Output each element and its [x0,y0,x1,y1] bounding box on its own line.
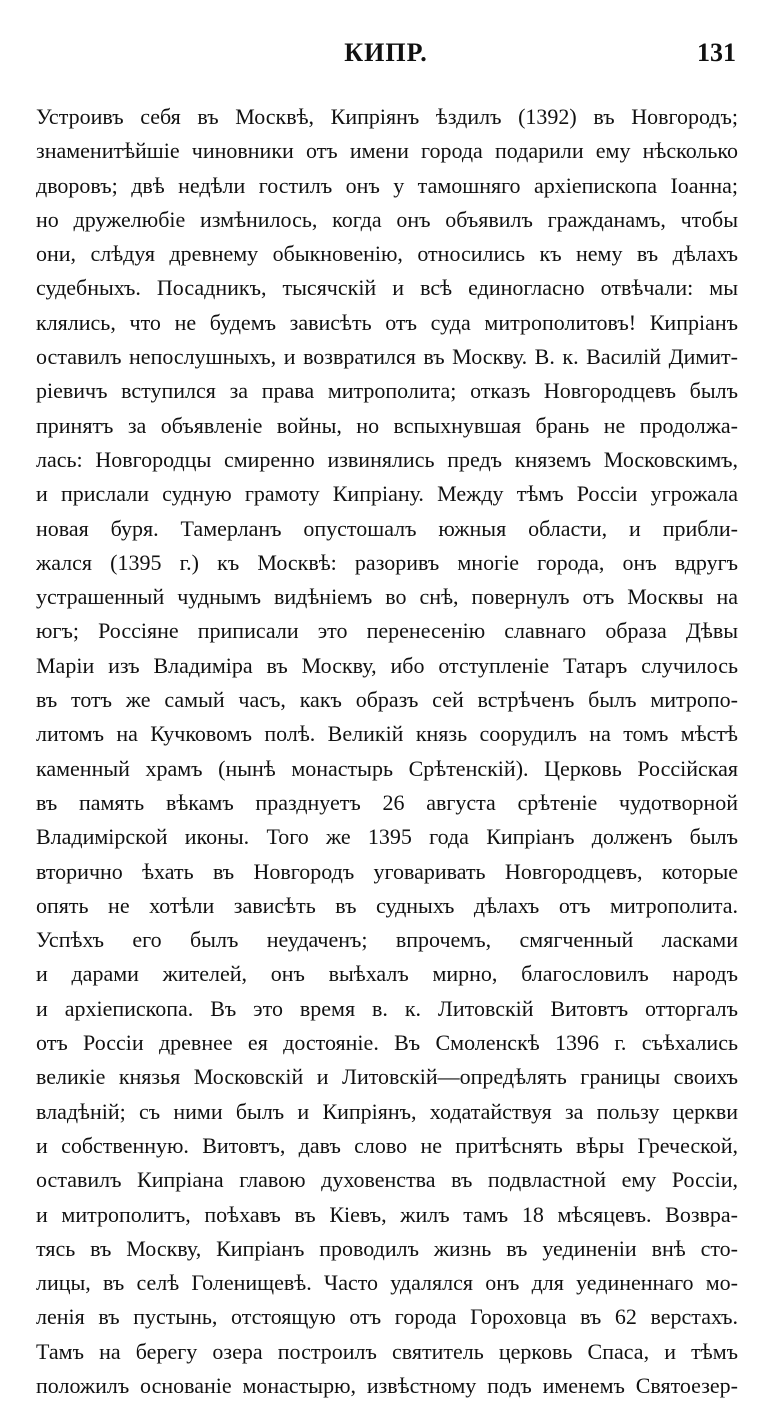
text-line: но дружелюбіе измѣнилось, когда онъ объявилъ гражданамъ, чтобы [36,206,738,232]
text-line: Маріи изъ Владиміра въ Москву, ибо отступленіе Татаръ случилось [36,652,738,678]
text-line: оставилъ непослушныхъ, и возвратился въ Москву. В. к. Василій Димит- [36,344,738,370]
text-line: вторично ѣхать въ Новгородъ уговаривать Новгородцевъ, которые [36,858,738,884]
text-line: положилъ основаніе монастырю, извѣстному подъ именемъ Святоезер- [36,1372,738,1398]
text-line: принятъ за объявленіе войны, но вспыхнувшая брань не продолжа- [36,412,738,438]
text-line: дворовъ; двѣ недѣли гостилъ онъ у тамошняго архіепископа Іоанна; [36,172,738,198]
text-line: ленія въ пустынь, отстоящую отъ города Гороховца въ 62 верстахъ. [36,1304,738,1330]
text-line: югъ; Россіяне приписали это перенесенію славнаго образа Дѣвы [36,618,738,644]
text-line: Успѣхъ его былъ неудаченъ; впрочемъ, смягченный ласками [36,927,738,953]
text-line: и собственную. Витовтъ, давъ слово не притѣснять вѣры Греческой, [36,1132,738,1158]
text-line: жался (1395 г.) къ Москвѣ: разоривъ многіе города, онъ вдругъ [36,549,738,575]
text-line: Владимірской иконы. Того же 1395 года Кипріанъ долженъ былъ [36,824,738,850]
text-line: въ тотъ же самый часъ, какъ образъ сей встрѣченъ былъ митропо- [36,687,738,713]
text-line: литомъ на Кучковомъ полѣ. Великій князь соорудилъ на томъ мѣстѣ [36,721,738,747]
running-title: КИПР. [344,38,428,67]
text-line: владѣній; съ ними былъ и Кипріянъ, ходатайствуя за пользу церкви [36,1098,738,1124]
text-line: тясь въ Москву, Кипріанъ проводилъ жизнь въ уединеніи внѣ сто- [36,1235,738,1261]
text-line: и архіепископа. Въ это время в. к. Литовскій Витовтъ отторгалъ [36,995,738,1021]
text-line: великіе князья Московскій и Литовскій—опредѣлять границы своихъ [36,1064,738,1090]
page-header [36,38,736,78]
text-line: Тамъ на берегу озера построилъ святитель церковь Спаса, и тѣмъ [36,1338,738,1364]
text-line: новая буря. Тамерланъ опустошалъ южныя области, и прибли- [36,515,738,541]
text-line: знаменитѣйшіе чиновники отъ имени города подарили ему нѣсколько [36,138,738,164]
text-line: лась: Новгородцы смиренно извинялись предъ княземъ Московскимъ, [36,446,738,472]
text-line: и прислали судную грамоту Кипріану. Между тѣмъ Россіи угрожала [36,481,738,507]
text-line: каменный храмъ (нынѣ монастырь Срѣтенскій). Церковь Россійская [36,755,738,781]
text-line: и дарами жителей, онъ выѣхалъ мирно, благословилъ народъ [36,961,738,987]
text-line: оставилъ Кипріана главою духовенства въ подвластной ему Россіи, [36,1167,738,1193]
text-line: ріевичъ вступился за права митрополита; отказъ Новгородцевъ былъ [36,378,738,404]
text-line: устрашенный чуднымъ видѣніемъ во снѣ, повернулъ отъ Москвы на [36,584,738,610]
text-line: они, слѣдуя древнему обыкновенію, относились къ нему въ дѣлахъ [36,241,738,267]
text-line: и митрополитъ, поѣхавъ въ Кіевъ, жилъ тамъ 18 мѣсяцевъ. Возвра- [36,1201,738,1227]
text-line: въ память вѣкамъ празднуетъ 26 августа срѣтеніе чудотворной [36,789,738,815]
text-line: клялись, что не будемъ зависѣть отъ суда митрополитовъ! Кипріанъ [36,309,738,335]
text-line: Устроивъ себя въ Москвѣ, Кипріянъ ѣздилъ (1392) въ Новгородъ; [36,104,738,129]
page-number: 131 [697,38,736,67]
text-line: опять не хотѣли зависѣть въ судныхъ дѣлахъ отъ митрополита. [36,892,738,918]
text-line: отъ Россіи древнее ея достояніе. Въ Смоленскѣ 1396 г. съѣхались [36,1030,738,1056]
text-line: судебныхъ. Посадникъ, тысячскій и всѣ единогласно отвѣчали: мы [36,275,738,301]
body-text [36,100,738,1403]
text-line: лицы, въ селѣ Голенищевѣ. Часто удалялся онъ для уединеннаго мо- [36,1270,738,1296]
